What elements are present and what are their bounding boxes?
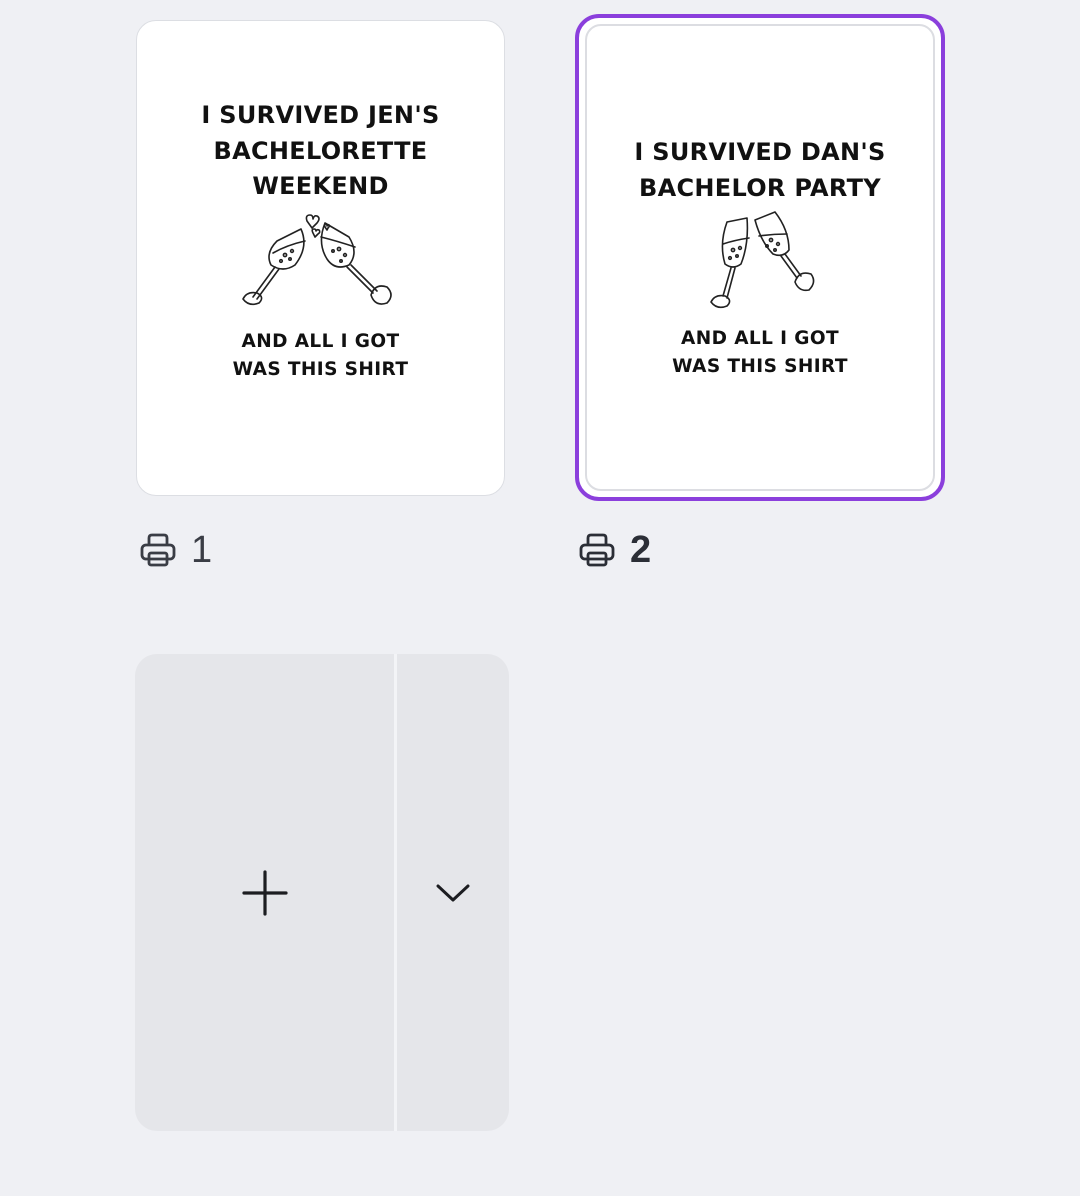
add-page-button[interactable]	[135, 654, 394, 1131]
chevron-down-icon	[436, 883, 470, 903]
champagne-glasses-illustration	[697, 208, 837, 316]
design-subtitle-text: AND ALL I GOT WAS THIS SHIRT	[672, 328, 848, 377]
page-meta-1	[139, 530, 212, 570]
print-icon	[578, 531, 616, 569]
add-page-split-button	[135, 654, 509, 1131]
page-meta-2	[578, 530, 651, 570]
plus-icon	[242, 870, 288, 916]
print-icon	[139, 531, 177, 569]
design-subtitle-text: AND ALL I GOT WAS THIS SHIRT	[232, 331, 409, 380]
page-thumbnail-1[interactable]	[136, 20, 505, 496]
champagne-glasses-illustration	[235, 207, 405, 311]
design-title-text: I SURVIVED JEN'S BACHELORETTE WEEKEND	[201, 101, 440, 200]
page-thumbnail-2[interactable]	[575, 14, 945, 501]
add-page-options-button[interactable]	[397, 654, 509, 1131]
page-number: 2	[630, 528, 652, 571]
page-number: 1	[191, 528, 213, 571]
design-title-text: I SURVIVED DAN'S BACHELOR PARTY	[634, 138, 886, 202]
